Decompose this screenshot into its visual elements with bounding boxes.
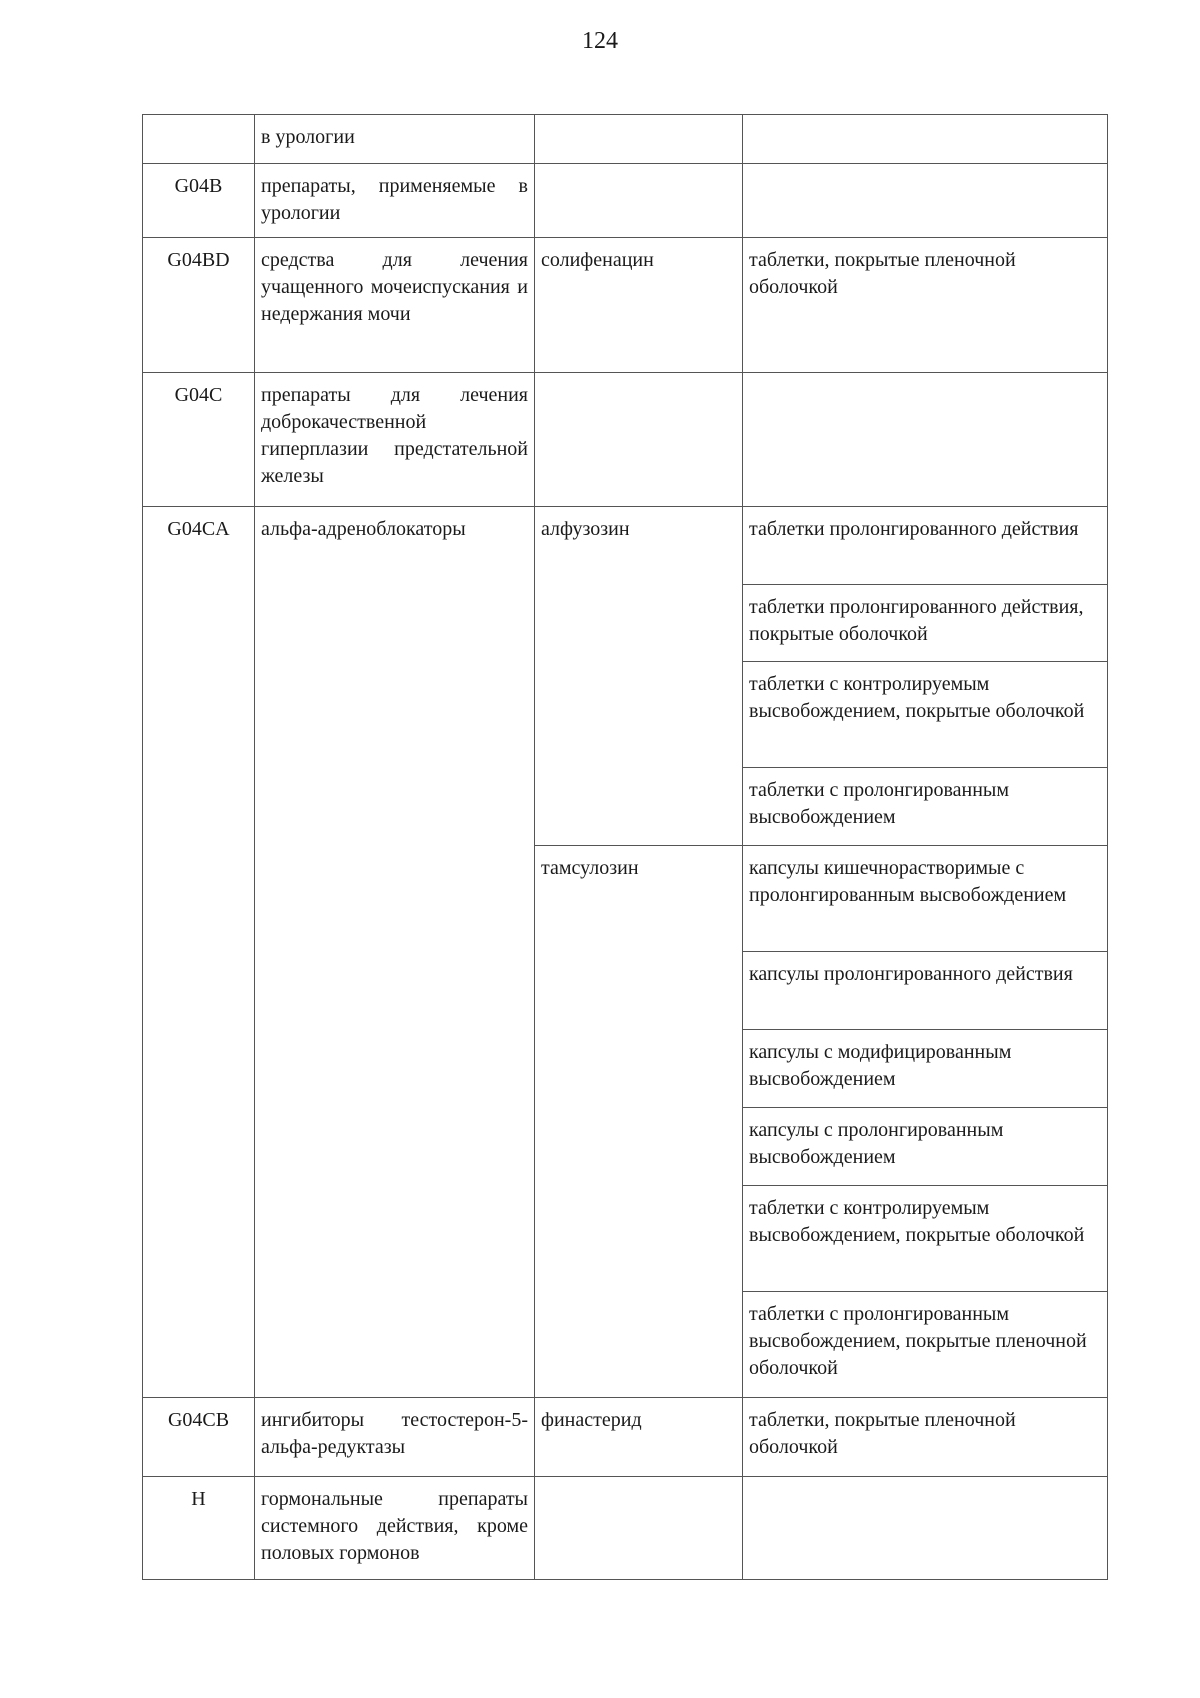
table-row xyxy=(143,373,1108,507)
atc-code-cell: G04CA xyxy=(143,507,255,1398)
dosage-form-cell xyxy=(743,164,1108,238)
drug-name-cell xyxy=(535,115,743,164)
page-number: 124 xyxy=(582,28,618,54)
atc-code-cell xyxy=(143,115,255,164)
table-row xyxy=(143,1477,1108,1580)
group-description-cell: ингибиторы тестостерон-5-альфа-редуктазы xyxy=(255,1398,535,1477)
drug-name-cell xyxy=(535,1477,743,1580)
atc-code-cell: G04C xyxy=(143,373,255,507)
atc-code-cell: G04B xyxy=(143,164,255,238)
drug-name-cell: тамсулозин xyxy=(535,846,743,1398)
table-row xyxy=(143,164,1108,238)
table-row xyxy=(143,238,1108,373)
table-row xyxy=(143,115,1108,164)
drug-name-cell xyxy=(535,164,743,238)
group-description-cell: препараты, применяемые в урологии xyxy=(255,164,535,238)
atc-code-cell: G04CB xyxy=(143,1398,255,1477)
group-description-cell: средства для лечения учащенного мочеиспускания и недержания мочи xyxy=(255,238,535,373)
group-description-cell: препараты для лечения доброкачественной гиперплазии предстательной железы xyxy=(255,373,535,507)
dosage-form-cell xyxy=(743,1477,1108,1580)
group-description-cell: в урологии xyxy=(255,115,535,164)
dosage-form-cell: капсулы с модифицированным высвобождением xyxy=(743,1030,1108,1108)
drug-name-cell xyxy=(535,373,743,507)
dosage-form-cell: таблетки, покрытые пленочной оболочкой xyxy=(743,1398,1108,1477)
table-row xyxy=(143,507,1108,585)
dosage-form-cell: капсулы кишечнорастворимые с пролонгированным высвобождением xyxy=(743,846,1108,952)
dosage-form-cell: таблетки с контролируемым высвобождением, покрытые оболочкой xyxy=(743,1186,1108,1292)
drug-name-cell: солифенацин xyxy=(535,238,743,373)
dosage-form-cell: таблетки с пролонгированным высвобождением xyxy=(743,768,1108,846)
dosage-form-cell xyxy=(743,115,1108,164)
dosage-form-cell: таблетки с контролируемым высвобождением, покрытые оболочкой xyxy=(743,662,1108,768)
dosage-form-cell: таблетки с пролонгированным высвобождением, покрытые пленочной оболочкой xyxy=(743,1292,1108,1398)
drug-name-cell: финастерид xyxy=(535,1398,743,1477)
dosage-form-cell: капсулы пролонгированного действия xyxy=(743,952,1108,1030)
group-description-cell: гормональные препараты системного действия, кроме половых гормонов xyxy=(255,1477,535,1580)
group-description-cell: альфа-адреноблокаторы xyxy=(255,507,535,1398)
dosage-form-cell: таблетки, покрытые пленочной оболочкой xyxy=(743,238,1108,373)
drug-name-cell: алфузозин xyxy=(535,507,743,846)
table-row xyxy=(143,1398,1108,1477)
atc-code-cell: H xyxy=(143,1477,255,1580)
dosage-form-cell: капсулы с пролонгированным высвобождением xyxy=(743,1108,1108,1186)
dosage-form-cell: таблетки пролонгированного действия xyxy=(743,507,1108,585)
atc-code-cell: G04BD xyxy=(143,238,255,373)
medication-table xyxy=(142,114,1108,1580)
dosage-form-cell xyxy=(743,373,1108,507)
dosage-form-cell: таблетки пролонгированного действия, покрытые оболочкой xyxy=(743,585,1108,662)
